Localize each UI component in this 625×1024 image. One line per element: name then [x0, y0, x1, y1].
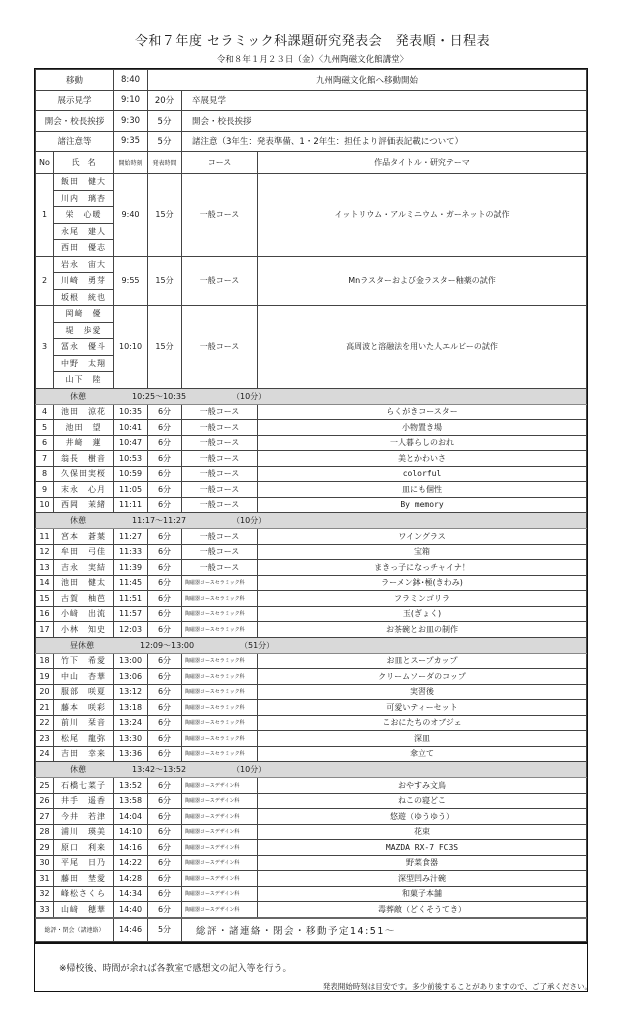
pre-schedule-row	[36, 111, 587, 132]
closing-duration: 5分	[148, 918, 182, 942]
break-label: 休憩	[70, 391, 86, 401]
pre-duration: 5分	[148, 111, 182, 132]
presenter-start: 14:16	[114, 840, 148, 856]
presentation-row	[36, 669, 587, 685]
presenter-duration: 6分	[148, 653, 182, 669]
presenter-title: 可愛いティーセット	[258, 700, 587, 716]
presentation-row	[36, 886, 587, 902]
presenter-start: 10:59	[114, 466, 148, 482]
presenter-no: 9	[36, 482, 54, 498]
column-header-row	[36, 152, 587, 174]
presenter-course: 陶磁器コースデザイン科	[182, 793, 258, 809]
break-duration: （10分）	[232, 765, 267, 774]
presenter-name: 藤本 咲彩	[54, 700, 114, 716]
presentation-row	[36, 544, 587, 560]
presentation-row	[36, 404, 587, 420]
presenter-course: 一般コース	[182, 466, 258, 482]
presenter-name: 池田 望	[54, 420, 114, 436]
presenter-name: 翁長 樹音	[54, 451, 114, 467]
break-cell	[36, 762, 587, 778]
presenter-title: 和菓子本舗	[258, 886, 587, 902]
presenter-no: 17	[36, 622, 54, 638]
member-name: 川崎 勇芽	[54, 273, 114, 290]
pre-time: 8:40	[114, 70, 148, 91]
presenter-title: ラーメン鉢･極(きわみ)	[258, 575, 587, 591]
presenter-no: 8	[36, 466, 54, 482]
presenter-start: 14:40	[114, 902, 148, 918]
presentation-row	[36, 684, 587, 700]
presenter-start: 13:24	[114, 715, 148, 731]
presenter-title: こおにたちのオブジェ	[258, 715, 587, 731]
presenter-duration: 6分	[148, 451, 182, 467]
presenter-name: 古賀 柚芭	[54, 591, 114, 607]
group-duration: 15分	[148, 306, 182, 389]
presentation-row	[36, 715, 587, 731]
presenter-no: 20	[36, 684, 54, 700]
col-title-header: 作品タイトル・研究テーマ	[258, 152, 587, 174]
presenter-course: 陶磁器コースセラミック科	[182, 684, 258, 700]
break-cell	[36, 388, 587, 404]
presenter-start: 13:18	[114, 700, 148, 716]
group-duration: 15分	[148, 174, 182, 257]
col-name-header: 氏 名	[54, 152, 114, 174]
presenter-name: 井手 遥香	[54, 793, 114, 809]
schedule-table	[35, 69, 587, 942]
presenter-title: 深皿	[258, 731, 587, 747]
presenter-name: 平尾 日乃	[54, 855, 114, 871]
closing-row	[36, 918, 587, 942]
presenter-duration: 6分	[148, 404, 182, 420]
col-no-header: No	[36, 152, 54, 174]
group-title: 高周波と溶融法を用いた人エルビーの試作	[258, 306, 587, 389]
break-time: 12:09〜13:00	[140, 640, 195, 650]
group-duration: 15分	[148, 256, 182, 306]
presenter-start: 14:34	[114, 886, 148, 902]
presenter-course: 陶磁器コースデザイン科	[182, 840, 258, 856]
presenter-start: 13:58	[114, 793, 148, 809]
presenter-title: ワイングラス	[258, 529, 587, 545]
presenter-course: 陶磁器コースセラミック科	[182, 715, 258, 731]
presenter-title: まきっ子になっチャイナ！	[258, 560, 587, 576]
presentation-row	[36, 451, 587, 467]
presenter-duration: 6分	[148, 466, 182, 482]
presenter-title: お茶碗とお皿の制作	[258, 622, 587, 638]
presenter-course: 一般コース	[182, 529, 258, 545]
presenter-duration: 6分	[148, 902, 182, 918]
presenter-duration: 6分	[148, 778, 182, 794]
pre-time: 9:10	[114, 90, 148, 111]
presenter-name: 山﨑 穂華	[54, 902, 114, 918]
presenter-title: おやすみ文鳥	[258, 778, 587, 794]
break-time: 10:25〜10:35	[132, 391, 187, 401]
presenter-title: 悠遊（ゆうゆう）	[258, 809, 587, 825]
pre-schedule-row	[36, 131, 587, 152]
presenter-title: ねこの寝どこ	[258, 793, 587, 809]
presenter-name: 藤田 埜愛	[54, 871, 114, 887]
presenter-duration: 6分	[148, 855, 182, 871]
presentation-row	[36, 529, 587, 545]
break-label: 休憩	[70, 516, 86, 525]
pre-label: 開会・校長挨拶	[36, 111, 114, 132]
presenter-title: By memory	[258, 497, 587, 513]
presenter-duration: 6分	[148, 420, 182, 436]
presenter-no: 6	[36, 435, 54, 451]
break-cell	[36, 637, 587, 653]
presenter-name: 末永 心月	[54, 482, 114, 498]
presenter-title: 一人暮らしのおれ	[258, 435, 587, 451]
presenter-duration: 6分	[148, 871, 182, 887]
presenter-title: 野菜食器	[258, 855, 587, 871]
footer-note: 発表開始時刻は目安です。多少前後することがありますので、ご了承ください。	[322, 982, 592, 991]
presenter-title: 小物置き場	[258, 420, 587, 436]
presenter-no: 10	[36, 497, 54, 513]
presenter-name: 小﨑 出流	[54, 606, 114, 622]
presentation-row	[36, 466, 587, 482]
presenter-duration: 6分	[148, 886, 182, 902]
presenter-course: 一般コース	[182, 404, 258, 420]
break-cell	[36, 513, 587, 529]
presenter-no: 22	[36, 715, 54, 731]
presenter-course: 一般コース	[182, 482, 258, 498]
break-time: 13:42〜13:52	[132, 765, 187, 774]
member-name: 坂根 統也	[54, 289, 114, 306]
pre-schedule-row	[36, 90, 587, 111]
presenter-no: 32	[36, 886, 54, 902]
member-name: 岡﨑 優	[54, 306, 114, 323]
pre-description: 開会・校長挨拶	[182, 111, 587, 132]
presenter-name: 西岡 茉緒	[54, 497, 114, 513]
member-name: 堤 歩愛	[54, 322, 114, 339]
presenter-course: 陶磁器コースデザイン科	[182, 902, 258, 918]
presenter-duration: 6分	[148, 793, 182, 809]
closing-description: 総評・諸連絡・閉会・移動予定14:51〜	[182, 918, 587, 942]
presenter-no: 4	[36, 404, 54, 420]
group-member-row	[36, 256, 587, 273]
pre-label: 諸注意等	[36, 131, 114, 152]
break-duration: （10分）	[232, 516, 267, 525]
closing-label: 総評・閉会（諸連絡）	[36, 918, 114, 942]
presenter-title: 花束	[258, 824, 587, 840]
presenter-title: 宝箱	[258, 544, 587, 560]
presenter-duration: 6分	[148, 544, 182, 560]
break-duration: （51分）	[240, 640, 275, 650]
presentation-row	[36, 622, 587, 638]
presenter-name: 池田 涼花	[54, 404, 114, 420]
closing-time: 14:46	[114, 918, 148, 942]
presenter-duration: 6分	[148, 731, 182, 747]
presenter-course: 陶磁器コースデザイン科	[182, 809, 258, 825]
presenter-start: 14:04	[114, 809, 148, 825]
presenter-course: 一般コース	[182, 451, 258, 467]
col-duration-header: 発表時間	[148, 152, 182, 174]
break-label: 昼休憩	[70, 640, 94, 650]
group-course: 一般コース	[182, 306, 258, 389]
presenter-start: 10:47	[114, 435, 148, 451]
presenter-name: 服部 咲夏	[54, 684, 114, 700]
member-name: 栄 心暖	[54, 207, 114, 224]
presenter-duration: 6分	[148, 809, 182, 825]
presenter-no: 15	[36, 591, 54, 607]
presenter-start: 13:12	[114, 684, 148, 700]
presenter-title: 皿にも個性	[258, 482, 587, 498]
presentation-row	[36, 606, 587, 622]
presenter-duration: 6分	[148, 669, 182, 685]
pre-description: 卒展見学	[182, 90, 587, 111]
col-course-header: コース	[182, 152, 258, 174]
presenter-no: 30	[36, 855, 54, 871]
group-title: イットリウム・アルミニウム・ガーネットの試作	[258, 174, 587, 257]
presenter-title: 玉(ぎょく)	[258, 606, 587, 622]
pre-duration: 20分	[148, 90, 182, 111]
presenter-name: 中山 杏華	[54, 669, 114, 685]
member-name: 中野 太翔	[54, 355, 114, 372]
presenter-start: 13:06	[114, 669, 148, 685]
page-title: 令和７年度 セラミック科課題研究発表会 発表順・日程表	[134, 34, 491, 49]
presenter-no: 16	[36, 606, 54, 622]
presenter-no: 13	[36, 560, 54, 576]
presenter-course: 陶磁器コースセラミック科	[182, 700, 258, 716]
presenter-no: 27	[36, 809, 54, 825]
pre-time: 9:35	[114, 131, 148, 152]
presentation-row	[36, 420, 587, 436]
presenter-title: 傘立て	[258, 746, 587, 762]
presenter-start: 14:22	[114, 855, 148, 871]
presenter-no: 26	[36, 793, 54, 809]
presenter-start: 12:03	[114, 622, 148, 638]
member-name: 冨永 優斗	[54, 339, 114, 356]
pre-description: 諸注意（3年生：発表準備、1・2年生：担任より評価表記載について）	[182, 131, 587, 152]
presenter-no: 28	[36, 824, 54, 840]
member-name: 山下 陸	[54, 372, 114, 389]
presenter-title: 深型凹み汁碗	[258, 871, 587, 887]
presenter-name: 竹下 希愛	[54, 653, 114, 669]
presenter-name: 前川 栞音	[54, 715, 114, 731]
presenter-no: 7	[36, 451, 54, 467]
presenter-duration: 6分	[148, 497, 182, 513]
presenter-no: 19	[36, 669, 54, 685]
presenter-duration: 6分	[148, 606, 182, 622]
presenter-course: 陶磁器コースデザイン科	[182, 778, 258, 794]
presenter-title: 毒葬敵（どくそうてき）	[258, 902, 587, 918]
presenter-no: 21	[36, 700, 54, 716]
presenter-duration: 6分	[148, 482, 182, 498]
presenter-duration: 6分	[148, 746, 182, 762]
presenter-course: 陶磁器コースセラミック科	[182, 575, 258, 591]
presenter-start: 11:11	[114, 497, 148, 513]
presenter-name: 松尾 龍弥	[54, 731, 114, 747]
presentation-row	[36, 435, 587, 451]
presentation-row	[36, 809, 587, 825]
presenter-duration: 6分	[148, 435, 182, 451]
presentation-row	[36, 591, 587, 607]
break-row	[36, 637, 587, 653]
group-no: 1	[36, 174, 54, 257]
presentation-row	[36, 700, 587, 716]
presenter-start: 10:53	[114, 451, 148, 467]
group-course: 一般コース	[182, 174, 258, 257]
presenter-no: 24	[36, 746, 54, 762]
presenter-start: 11:39	[114, 560, 148, 576]
presenter-course: 陶磁器コースデザイン科	[182, 855, 258, 871]
presenter-course: 陶磁器コースデザイン科	[182, 886, 258, 902]
break-duration: （10分）	[232, 391, 267, 401]
presenter-name: 牟田 弓佳	[54, 544, 114, 560]
presenter-name: 峰松さくら	[54, 886, 114, 902]
presentation-row	[36, 871, 587, 887]
presenter-start: 10:35	[114, 404, 148, 420]
group-no: 2	[36, 256, 54, 306]
break-row	[36, 762, 587, 778]
presentation-row	[36, 840, 587, 856]
presenter-start: 10:41	[114, 420, 148, 436]
col-start-header: 開始時刻	[114, 152, 148, 174]
group-start: 10:10	[114, 306, 148, 389]
member-name: 永尾 建人	[54, 223, 114, 240]
presenter-no: 12	[36, 544, 54, 560]
break-row	[36, 513, 587, 529]
presentation-row	[36, 575, 587, 591]
presenter-no: 29	[36, 840, 54, 856]
presentation-row	[36, 855, 587, 871]
break-time: 11:17〜11:27	[132, 516, 187, 525]
presenter-title: 実習後	[258, 684, 587, 700]
member-name: 飯田 健大	[54, 174, 114, 191]
presenter-duration: 6分	[148, 529, 182, 545]
schedule-sheet	[34, 68, 588, 992]
presenter-course: 陶磁器コースセラミック科	[182, 653, 258, 669]
member-name: 川内 璃杏	[54, 190, 114, 207]
pre-description: 九州陶磁文化館へ移動開始	[148, 70, 587, 91]
break-row	[36, 388, 587, 404]
presenter-course: 一般コース	[182, 435, 258, 451]
presenter-name: 吉田 幸来	[54, 746, 114, 762]
break-label: 休憩	[70, 765, 86, 774]
presenter-name: 今井 若津	[54, 809, 114, 825]
presenter-name: 吉永 実結	[54, 560, 114, 576]
presentation-row	[36, 731, 587, 747]
group-no: 3	[36, 306, 54, 389]
presenter-no: 25	[36, 778, 54, 794]
presenter-course: 一般コース	[182, 497, 258, 513]
presenter-duration: 6分	[148, 622, 182, 638]
presenter-title: 美とかわいさ	[258, 451, 587, 467]
presenter-start: 13:00	[114, 653, 148, 669]
group-member-row	[36, 174, 587, 191]
presenter-start: 11:27	[114, 529, 148, 545]
presenter-no: 14	[36, 575, 54, 591]
presenter-title: フラミンゴリラ	[258, 591, 587, 607]
pre-time: 9:30	[114, 111, 148, 132]
presenter-course: 陶磁器コースセラミック科	[182, 669, 258, 685]
presenter-no: 5	[36, 420, 54, 436]
pre-label: 展示見学	[36, 90, 114, 111]
presenter-title: らくがきコースター	[258, 404, 587, 420]
member-name: 西田 優志	[54, 240, 114, 257]
presenter-course: 陶磁器コースデザイン科	[182, 824, 258, 840]
presentation-row	[36, 497, 587, 513]
presentation-row	[36, 746, 587, 762]
presenter-name: 池田 健太	[54, 575, 114, 591]
presentation-row	[36, 560, 587, 576]
presenter-name: 小林 知史	[54, 622, 114, 638]
presenter-course: 一般コース	[182, 544, 258, 560]
presenter-duration: 6分	[148, 575, 182, 591]
presenter-duration: 6分	[148, 684, 182, 700]
presenter-duration: 6分	[148, 591, 182, 607]
pre-label: 移動	[36, 70, 114, 91]
presenter-title: クリームソーダのコップ	[258, 669, 587, 685]
presenter-course: 一般コース	[182, 560, 258, 576]
presenter-name: 宮本 蒼葉	[54, 529, 114, 545]
presenter-duration: 6分	[148, 824, 182, 840]
group-start: 9:40	[114, 174, 148, 257]
presenter-duration: 6分	[148, 560, 182, 576]
presenter-start: 13:30	[114, 731, 148, 747]
presenter-no: 18	[36, 653, 54, 669]
presenter-course: 陶磁器コースセラミック科	[182, 606, 258, 622]
presenter-course: 一般コース	[182, 420, 258, 436]
group-title: Mnラスターおよび金ラスター釉薬の試作	[258, 256, 587, 306]
presenter-start: 11:05	[114, 482, 148, 498]
presenter-start: 13:52	[114, 778, 148, 794]
presenter-course: 陶磁器コースセラミック科	[182, 731, 258, 747]
presenter-no: 31	[36, 871, 54, 887]
presenter-course: 陶磁器コースセラミック科	[182, 591, 258, 607]
presenter-name: 石橋七菜子	[54, 778, 114, 794]
presenter-duration: 6分	[148, 715, 182, 731]
presenter-title: colorful	[258, 466, 587, 482]
presenter-start: 13:36	[114, 746, 148, 762]
presenter-start: 11:57	[114, 606, 148, 622]
presenter-no: 23	[36, 731, 54, 747]
group-member-row	[36, 306, 587, 323]
member-name: 岩永 宙大	[54, 256, 114, 273]
presenter-name: 原口 利来	[54, 840, 114, 856]
note-text: ※帰校後、時間が余れば各教室で感想文の記入等を行う。	[59, 963, 292, 974]
group-course: 一般コース	[182, 256, 258, 306]
presentation-row	[36, 902, 587, 918]
presentation-row	[36, 793, 587, 809]
presenter-course: 陶磁器コースセラミック科	[182, 622, 258, 638]
pre-duration: 5分	[148, 131, 182, 152]
presenter-name: 井﨑 蓮	[54, 435, 114, 451]
presentation-row	[36, 824, 587, 840]
page-subtitle: 令和８年１月２３日（金）〈九州陶磁文化館講堂〉	[216, 55, 409, 65]
presenter-start: 11:33	[114, 544, 148, 560]
presentation-row	[36, 482, 587, 498]
presenter-start: 14:28	[114, 871, 148, 887]
presenter-duration: 6分	[148, 840, 182, 856]
presentation-row	[36, 778, 587, 794]
presenter-name: 久保田実桜	[54, 466, 114, 482]
presenter-title: お皿とスープカップ	[258, 653, 587, 669]
pre-schedule-row	[36, 70, 587, 91]
presenter-course: 陶磁器コースデザイン科	[182, 871, 258, 887]
presenter-start: 11:51	[114, 591, 148, 607]
presenter-start: 14:10	[114, 824, 148, 840]
group-start: 9:55	[114, 256, 148, 306]
presenter-start: 11:45	[114, 575, 148, 591]
presenter-name: 浦川 瑛美	[54, 824, 114, 840]
presentation-row	[36, 653, 587, 669]
presenter-duration: 6分	[148, 700, 182, 716]
presenter-no: 11	[36, 529, 54, 545]
presenter-course: 陶磁器コースセラミック科	[182, 746, 258, 762]
presenter-title: MAZDA RX-7 FC3S	[258, 840, 587, 856]
presenter-no: 33	[36, 902, 54, 918]
